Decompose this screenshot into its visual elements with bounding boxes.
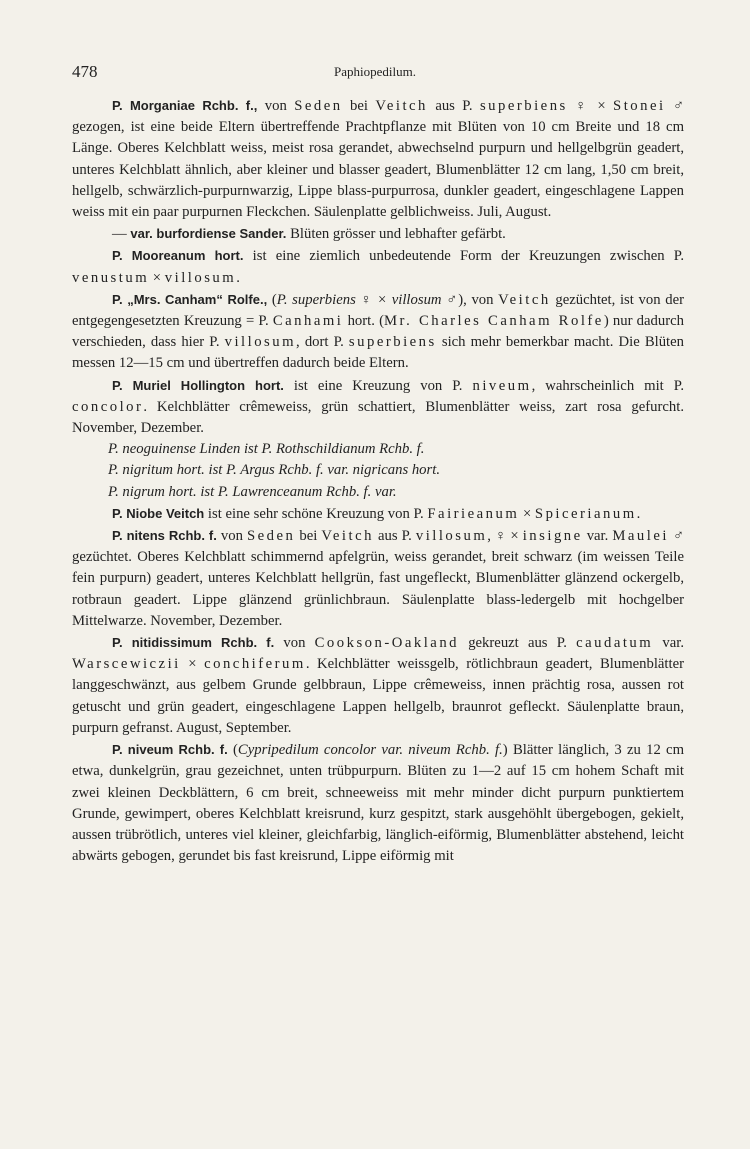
entry-text: ist eine sehr schöne Kreuzung von P. (204, 505, 428, 522)
entry-niobe (72, 503, 684, 525)
entry-text: ( (227, 742, 238, 759)
entry-text: ♀ × (567, 98, 614, 114)
entry-text: Maulei (612, 528, 669, 545)
entry-nigrum (72, 482, 684, 503)
entry-text: aus P. (427, 98, 480, 114)
entry-text: × (519, 505, 535, 522)
entry-mooreanum (72, 245, 684, 288)
entry-text: Veitch (375, 98, 428, 114)
entry-burfordiense (72, 223, 684, 245)
entry-text: . Kelchblätter weissgelb, rötlichbraun geadert, Blumenblätter langgeschwänzt, aus gelbem Grunde gelbbraun, Lippe crêmeweiss, innen prächtig rosa, aussen rot getuscht und grün geadert, eingeschlagene Lappen hellgelb, braunrot gefleckt. Säulenplatte braun, purpurn gefranst. August, September. (72, 656, 684, 736)
entry-text: ), von (458, 291, 499, 308)
entry-text: Spicerianum (534, 505, 637, 522)
entry-text: insigne (522, 528, 583, 545)
entry-text: , dort P. (296, 334, 349, 351)
entry-text: Cookson-Oakland (314, 635, 460, 652)
entry-morganiae (72, 95, 684, 223)
entry-text: ♂ gezüchtet. Oberes Kelchblatt schimmernd apfelgrün, weiss gerandet, breit schwarz (im weissen Teile fein purpurn) geadert, unteres Kelchblatt hellgrün, fast ungefleckt, Blumenblätter glänzend ockergelb, rotbraun geadert. Lippe glänzend grünlichbraun. Säulenplatte blass-ledergelb mit hochgelber Mittelwarze. November, Dezember. (72, 528, 685, 629)
entry-text: bei (342, 98, 376, 114)
entry-text: ♂ gezogen, ist eine beide Eltern übertreffende Prachtpflanze mit Blüten von 10 cm Breite und 18 cm Länge. Oberes Kelchblatt weiss, meist rosa gerandet, abwechselnd purpurn und hellgelbgrün geadert, unteres Kelchblatt ähnlich, aber kleiner und blasser geadert, Blumenblätter 12 cm lang, 1,50 cm breit, hellgelb, schwärzlich-purpurnwarzig, Lippe blass-purpurrosa, dunkler geadert, eingeschlagene Lappen weiss mit ein paar purpurnen Fleckchen. Säulenplatte gelblichweiss. Juli, August. (72, 98, 685, 221)
page-body (72, 95, 684, 867)
entry-text: Seden (294, 98, 343, 114)
entry-heading: P. nitidissimum Rchb. f. (112, 635, 275, 651)
entry-text: × (180, 656, 205, 673)
entry-text: Veitch (321, 528, 374, 545)
entry-text: Seden (246, 528, 296, 545)
entry-heading: var. burfordiense Sander. (130, 226, 287, 242)
entry-text: niveum (472, 377, 532, 394)
entry-text: superbiens (479, 98, 568, 114)
entry-nigritum (72, 460, 684, 481)
entry-text: aus P. (373, 528, 416, 545)
entry-text: var. (582, 528, 613, 545)
entry-heading: P. Morganiae Rchb. f., (112, 98, 258, 113)
entry-nitidissimum (72, 632, 684, 739)
entry-canham (72, 289, 684, 375)
entry-text: P. neoguinense Linden ist P. Rothschildianum Rchb. f. (108, 441, 425, 458)
entry-text: Mr. Charles Canham Rolfe (383, 313, 604, 330)
entry-text: × (149, 269, 165, 286)
entry-text: von (216, 528, 247, 545)
entry-text: von (274, 635, 315, 652)
entry-heading: P. Muriel Hollington hort. (112, 377, 284, 393)
entry-text: ) nur dadurch verschieden, dass hier P. (72, 313, 684, 351)
entry-text: gekreuzt aus P. (459, 635, 577, 652)
entry-heading: P. niveum Rchb. f. (112, 742, 228, 758)
entry-text: P. superbiens ♀ × villosum ♂ (276, 291, 459, 308)
entry-text: , ♀ × (487, 528, 523, 545)
entry-text: villosum (164, 269, 237, 286)
entry-text: caudatum (576, 635, 654, 652)
entry-text: concolor (72, 398, 144, 415)
entry-text: Veitch (498, 291, 551, 308)
entry-text: sich mehr bemerkbar macht. Die Blüten messen 12—15 cm und übertreffen dadurch beide Eltern. (72, 334, 684, 372)
entry-text: — (112, 226, 131, 243)
entry-text: bei (295, 528, 322, 545)
entry-heading: P. nitens Rchb. f. (112, 528, 217, 544)
entry-text: . (636, 505, 641, 522)
entry-text: ( (267, 291, 277, 308)
entry-text: gezüchtet, ist von der entgegengesetzten Kreuzung = P. (72, 291, 684, 330)
entry-nitens (72, 525, 684, 632)
entry-heading: P. Niobe Veitch (112, 505, 205, 521)
entry-text: Canhami (272, 313, 344, 330)
entry-text: villosum (224, 334, 297, 351)
entry-text: venustum (72, 269, 150, 286)
entry-text: von (257, 98, 295, 114)
entry-text: Stonei (613, 98, 666, 114)
entry-heading: P. Mooreanum hort. (112, 248, 244, 264)
entry-text: superbiens (348, 334, 437, 351)
entry-text: conchiferum (204, 656, 306, 673)
entry-text: Fairieanum (427, 505, 520, 522)
entry-hollington (72, 375, 684, 440)
page-number: 478 (72, 62, 98, 81)
entry-text: ist eine Kreuzung von P. (283, 377, 473, 394)
entry-text: Blüten grösser und lebhafter gefärbt. (286, 226, 506, 243)
entry-text: villosum (415, 528, 488, 545)
entry-text: hort. ( (343, 313, 384, 330)
running-title: Paphiopedilum. (334, 64, 416, 79)
entry-heading: P. „Mrs. Canham“ Rolfe., (112, 291, 268, 307)
entry-text: P. nigritum hort. ist P. Argus Rchb. f. var. nigricans hort. (108, 462, 440, 479)
entry-text: . (236, 269, 240, 286)
entry-text: P. nigrum hort. ist P. Lawrenceanum Rchb. f. var. (108, 483, 397, 500)
entry-text: var. (653, 635, 685, 652)
entry-text: . Kelchblätter crêmeweiss, grün schattiert, Blumenblätter weiss, zart rosa gefurcht. November, Dezember. (72, 398, 684, 437)
entry-text: Cypripedilum concolor var. niveum Rchb. f. (237, 742, 503, 759)
entry-text: , wahrscheinlich mit P. (531, 377, 684, 394)
entry-text: ) Blätter länglich, 3 zu 12 cm etwa, dunkelgrün, grau gezeichnet, unten trübpurpurn. Blüten zu 1—2 auf 15 cm hohem Schaft mit zwei kleinen Deckblättern, 6 cm breit, schneeweiss mit mehr minder dicht purpurn punktiertem Grunde, gewimpert, oberes Kelchblatt kreisrund, kurz gespitzt, stark ausgehöhlt übergebogen, gekielt, aussen trübrötlich, unteres viel kleiner, gleichfarbig, länglich-eiförmig, Blumenblätter abstehend, leicht abwärts gebogen, gerundet bis fast kreisrund, Lippe eiförmig mit (72, 742, 684, 865)
entry-text: Warscewiczii (72, 656, 181, 673)
entry-niveum (72, 739, 684, 867)
entry-neoguinense (72, 439, 684, 460)
entry-text: ist eine ziemlich unbedeutende Form der Kreuzungen zwischen P. (243, 248, 684, 265)
